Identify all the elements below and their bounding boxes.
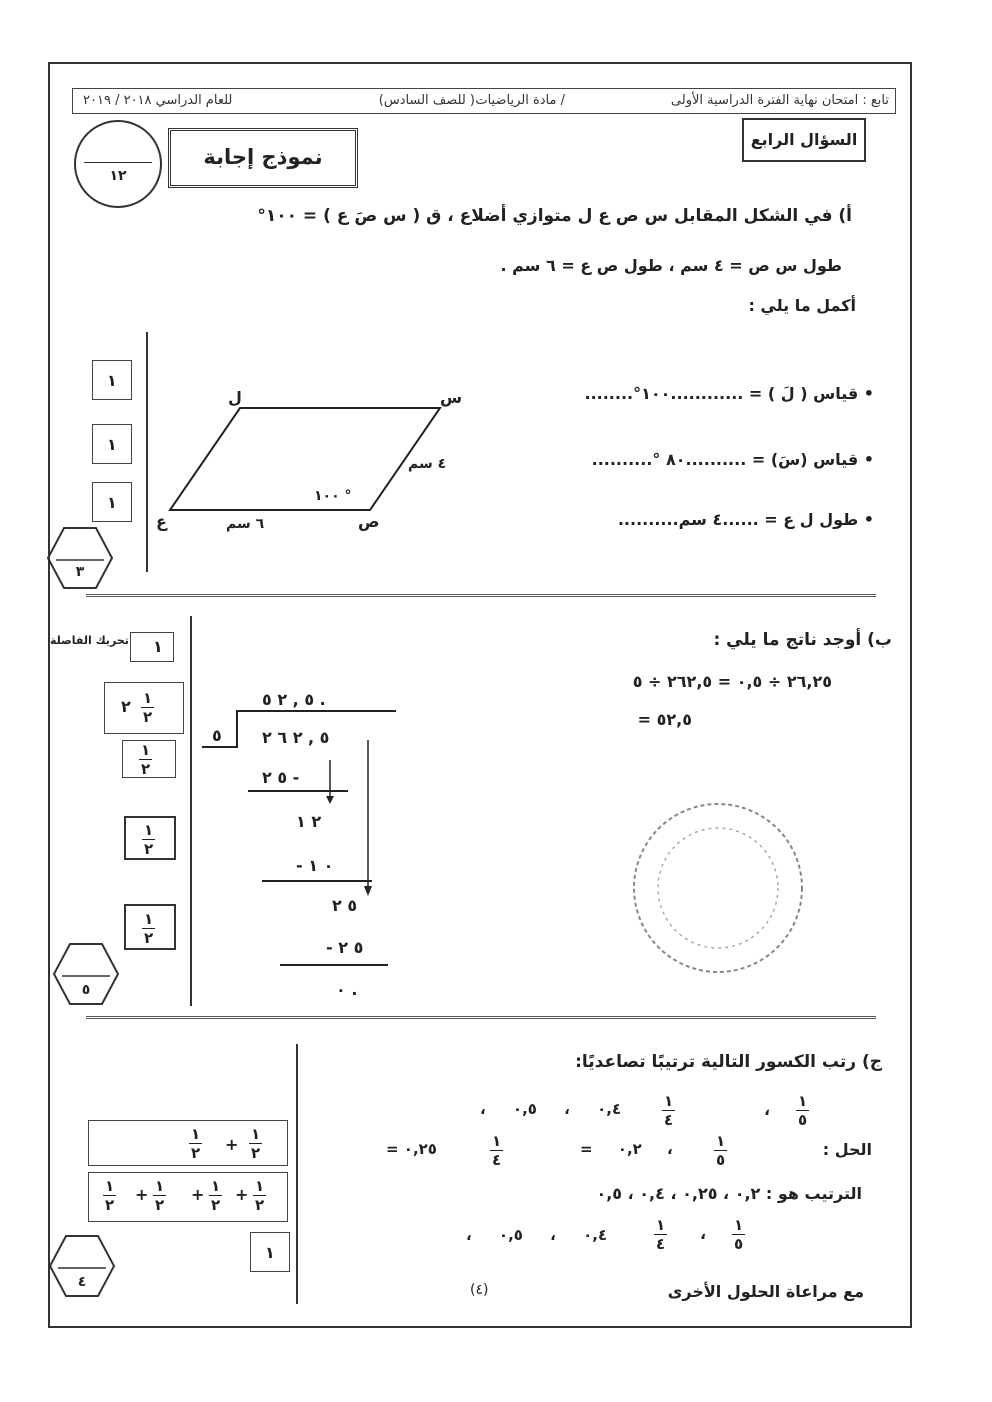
item-3-label: طول ل ع =	[758, 510, 859, 529]
c-frac-1-5: ١ ٥	[798, 1092, 808, 1129]
division-step3: - ٥ ٢	[326, 938, 364, 957]
c-final-frac-1-4: ١ ٤	[656, 1216, 666, 1253]
mark-a1: ١	[107, 371, 117, 390]
item-2-label: قياس (سَ) =	[746, 450, 859, 469]
score-divider	[84, 162, 152, 163]
section-score-c: ٤	[77, 1274, 87, 1290]
mark-b1: ١	[153, 637, 163, 656]
question-title: السؤال الرابع	[750, 130, 858, 149]
part-a-line1: أ) في الشكل المقابل س ص ع ل متوازي أضلاع ، ق ( س صَ ع ) = ١٠٠°	[257, 206, 852, 226]
part-a-item-1: • قياس ( لَ ) = ............١٠٠°........	[584, 384, 874, 403]
side-ps-length: ٤ سم	[408, 456, 447, 472]
mark-box-a1	[92, 360, 132, 400]
division-bar	[236, 710, 396, 712]
vertex-l: ل	[228, 388, 242, 407]
division-under	[202, 746, 238, 748]
mark-box-b3	[122, 740, 176, 778]
division-step2: - ٠ ١	[296, 856, 334, 875]
marks-divider-b	[190, 616, 192, 1006]
vertex-s: س	[440, 388, 463, 407]
mark-b2-fraction: ١ ٢	[143, 689, 153, 726]
c-frac-1-4: ١ ٤	[664, 1092, 674, 1129]
mark-box-a3	[92, 482, 132, 522]
part-a-item-3: • طول ل ع = ......٤ سم..........	[617, 510, 874, 529]
marks-divider-c	[296, 1044, 298, 1304]
model-answer-box	[168, 128, 358, 188]
page-number: (٤)	[470, 1282, 489, 1298]
part-a-line2: طول س ص = ٤ سم ، طول ص ع = ٦ سم .	[500, 256, 842, 275]
division-rem1: ٢ ١	[296, 812, 322, 831]
c-sol-frac-1-5: ١ ٥	[716, 1132, 726, 1169]
division-step1: ٥ ٢ -	[262, 768, 300, 787]
side-pa-length: ٦ سم	[226, 516, 265, 532]
mark-box-b4	[124, 816, 176, 860]
item-1-answer: ١٠٠°	[633, 384, 671, 403]
mark-a2: ١	[107, 435, 117, 454]
c2-frac-c: ١ ٢	[155, 1177, 165, 1214]
mark-b4-fraction: ١ ٢	[144, 821, 154, 858]
mark-a3: ١	[107, 493, 117, 512]
mark-box-c2: ١ ٢ + ١ ٢ + ١ ٢ + ١ ٢	[88, 1172, 288, 1222]
separator-1	[86, 594, 876, 597]
item-3-answer: ٤ سم	[678, 510, 723, 529]
c2-frac-d: ١ ٢	[105, 1177, 115, 1214]
division-divisor: ٥	[212, 726, 222, 745]
section-score-b: ٥	[81, 982, 91, 998]
exam-header	[72, 88, 896, 114]
c-final-row: ، ٠,٤ ، ٠,٥	[466, 1226, 608, 1244]
parallelogram-shape	[170, 408, 440, 510]
section-score-a: ٣	[75, 564, 85, 580]
c-solution-label: الحل :	[822, 1140, 872, 1159]
item-1-label: قياس ( لَ ) =	[743, 384, 859, 403]
mark-box-b1	[130, 632, 174, 662]
part-b-line1: ٢٦,٢٥ ÷ ٠,٥ = ٢٦٢,٥ ÷ ٥	[632, 672, 832, 691]
mark-box-b2	[104, 682, 184, 734]
part-b-line2: = ٥٢,٥	[637, 710, 692, 729]
vertex-a: ع	[156, 512, 167, 531]
bring-down-arrows	[320, 740, 380, 910]
marks-divider-a	[146, 332, 148, 572]
division-quotient: ٥ , ٢ ٥ .	[262, 690, 326, 709]
division-final: ٠ .	[336, 980, 358, 999]
total-score: ١٢	[109, 168, 127, 184]
c-fractions-row: ، ٠,٤ ، ٠,٥	[480, 1100, 622, 1118]
mark-b3-fraction: ١ ٢	[141, 741, 151, 778]
section-score-hexagon-a	[46, 526, 114, 590]
part-a-item-2: • قياس (سَ) = ..........٨٠ °..........	[591, 450, 874, 469]
c-sol-frac-1-4: ١ ٤	[492, 1132, 502, 1169]
division-rem2: ٥ ٢	[332, 896, 358, 915]
separator-2	[86, 1016, 876, 1019]
mark-box-b5	[124, 904, 176, 950]
c1-frac-b: ١ ٢	[191, 1125, 201, 1162]
division-bracket	[236, 710, 238, 746]
part-b-question: ب) أوجد ناتج ما يلي :	[713, 630, 892, 650]
c2-frac-b: ١ ٢	[211, 1177, 221, 1214]
division-line3	[280, 964, 388, 966]
school-stamp	[628, 798, 808, 978]
question-title-box	[742, 118, 866, 162]
part-a-instruction: أكمل ما يلي :	[748, 296, 856, 315]
model-answer-title: نموذج إجابة	[203, 145, 323, 169]
total-score-circle	[74, 120, 162, 208]
division-dividend: ٥ , ٢ ٦ ٢	[262, 728, 330, 747]
c-final-frac-1-5: ١ ٥	[734, 1216, 744, 1253]
header-grade: ( للصف السادس)	[378, 93, 475, 108]
c-solution-mid2: = ٠,٢٥	[386, 1140, 437, 1158]
c2-frac-a: ١ ٢	[255, 1177, 265, 1214]
footer-note: مع مراعاة الحلول الأخرى	[667, 1282, 864, 1301]
mark-c3: ١	[265, 1243, 275, 1262]
c1-frac-a: ١ ٢	[251, 1125, 261, 1162]
mark-b5-fraction: ١ ٢	[144, 910, 154, 947]
header-year: للعام الدراسي ٢٠١٨ / ٢٠١٩	[83, 93, 233, 108]
marks-note: تحريك الفاصلة	[50, 634, 129, 647]
mark-box-a2	[92, 424, 132, 464]
mark-box-c1: ١ ٢ + ١ ٢	[88, 1120, 288, 1166]
vertex-p: ص	[358, 512, 380, 531]
c-solution-mid1: = ٠,٢ ،	[580, 1140, 673, 1158]
item-2-answer: ٨٠ °	[652, 450, 686, 469]
mark-box-c3	[250, 1232, 290, 1272]
c-order-label: الترتيب هو : ٠,٢ ، ٠,٢٥ ، ٠,٤ ، ٠,٥	[596, 1184, 862, 1203]
header-subject: / مادة الرياضيات	[475, 93, 565, 108]
mark-b2-whole: ٢	[121, 697, 131, 716]
header-continuation: تابع : امتحان نهاية الفترة الدراسية الأولى	[670, 93, 889, 108]
angle-p-measure: ١٠٠ °	[314, 488, 352, 504]
part-c-question: ج) رتب الكسور التالية ترتيبًا تصاعديًا:	[575, 1052, 882, 1072]
